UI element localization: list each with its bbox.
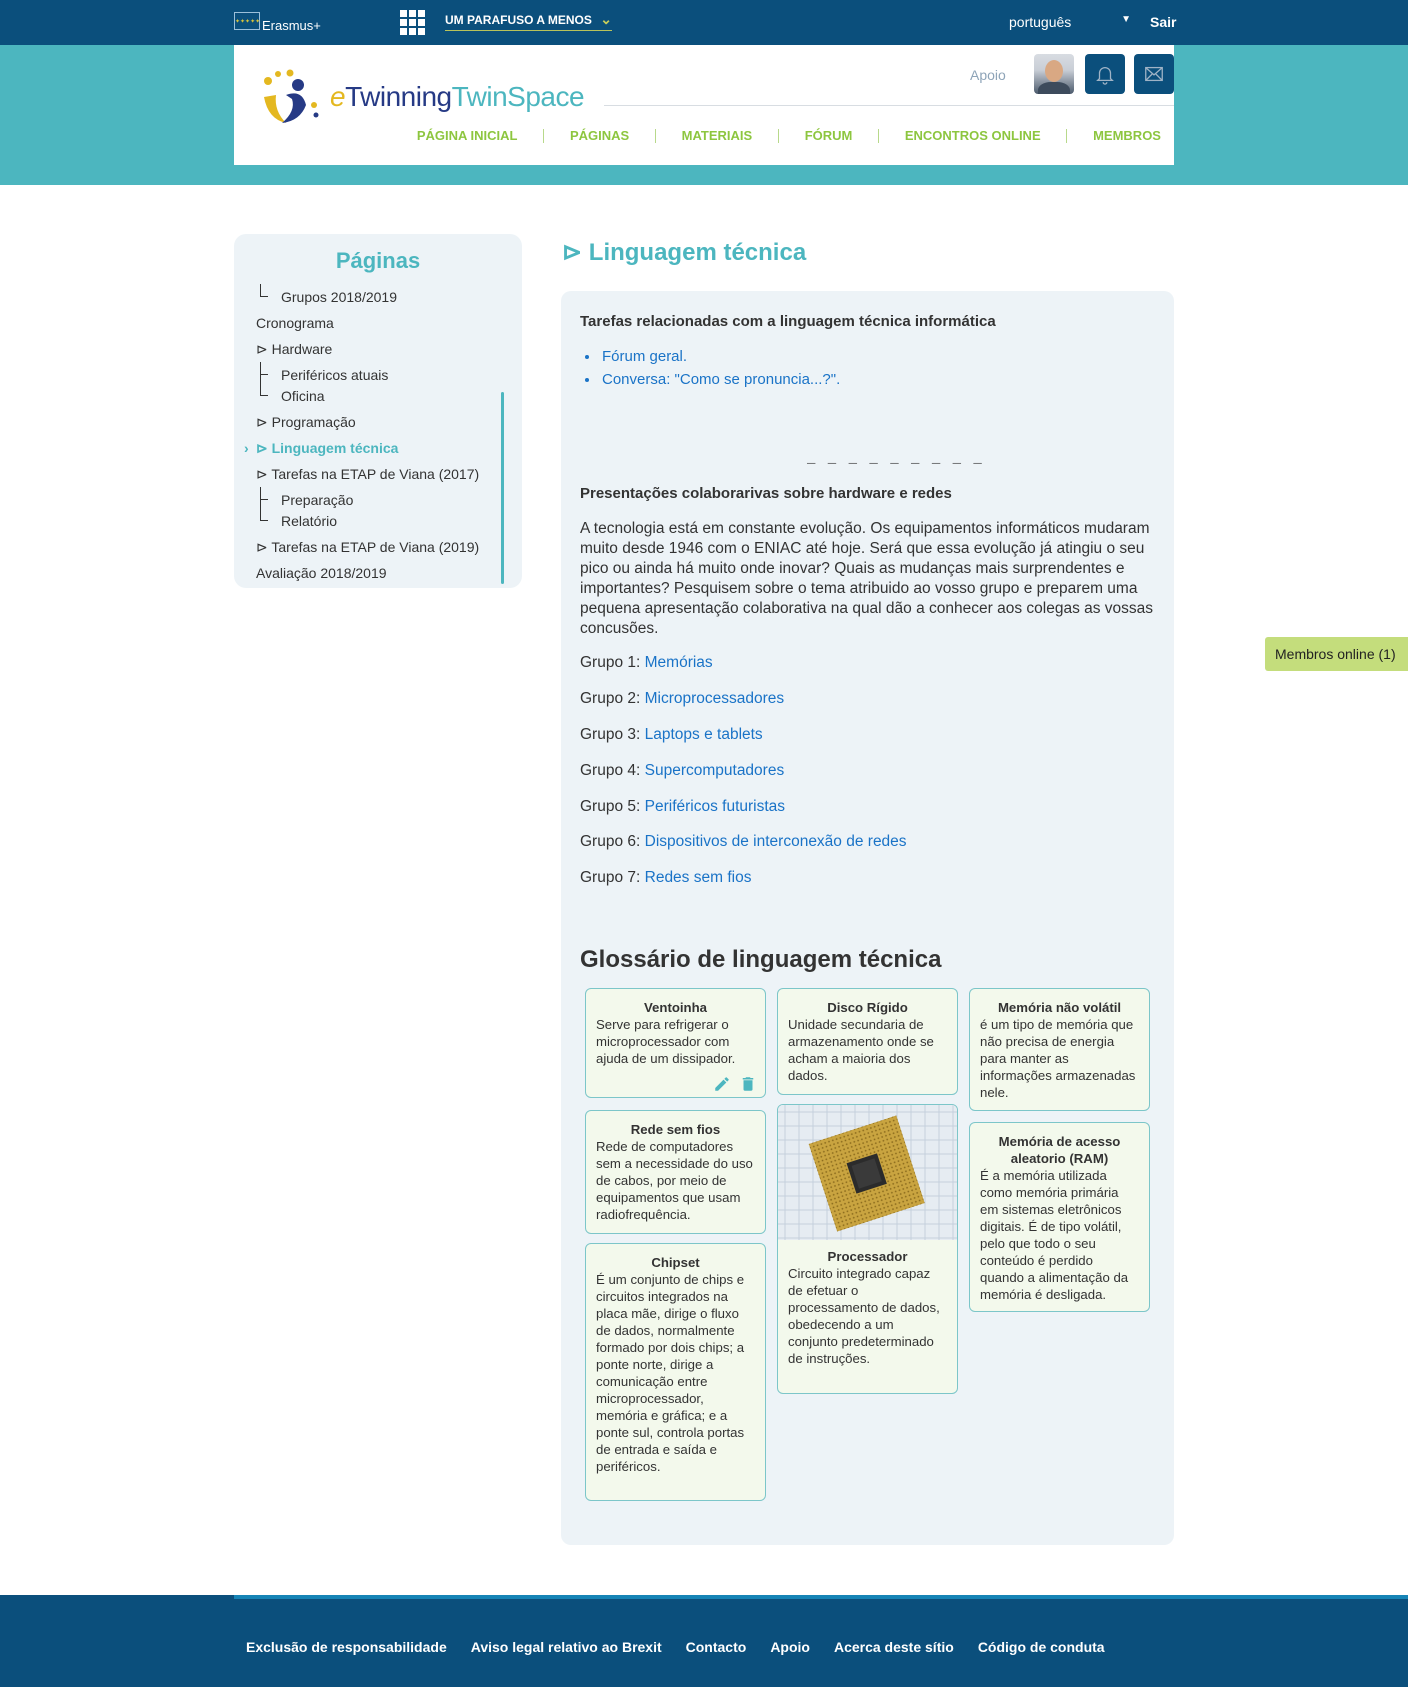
sidebar-item-hardware[interactable]: ⊳ Hardware xyxy=(256,341,333,357)
note-definition: É a memória utilizada como memória primária em sistemas eletrônicos digitais. É de tipo volátil, pelo que todo o seu conteúdo é perdido quando a alimentação da memória é desligada. xyxy=(980,1168,1129,1302)
erasmus-label: Erasmus+ xyxy=(262,18,321,33)
support-link[interactable]: Apoio xyxy=(970,67,1006,83)
footer-links xyxy=(246,1639,1129,1655)
note-definition: Rede de computadores sem a necessidade do uso de cabos, por meio de equipamentos que usam radiofrequência. xyxy=(596,1139,753,1222)
presentations-heading: Presentações colaborarivas sobre hardware e redes xyxy=(580,485,952,502)
sidebar-item-etap-2019[interactable]: ⊳ Tarefas na ETAP de Viana (2019) xyxy=(256,539,480,555)
glossary-note[interactable] xyxy=(585,1243,766,1501)
tree-connector xyxy=(260,362,268,396)
glossary-note[interactable] xyxy=(969,988,1150,1111)
sidebar-item-preparacao[interactable]: Preparação xyxy=(281,492,354,508)
footer-link-contact[interactable]: Contacto xyxy=(685,1639,747,1655)
nav-pages[interactable]: PÁGINAS xyxy=(569,128,630,143)
sidebar-item-programacao[interactable]: ⊳ Programação xyxy=(256,414,356,430)
note-definition: É um conjunto de chips e circuitos integrados na placa mãe, dirige o fluxo de dados, normalmente formado por dois chips; a ponte norte, dirige a comunicação entre microprocessador, memória e gráfica; e a ponte sul, controla portas de entrada e saída e periféricos. xyxy=(596,1272,745,1474)
footer-accent-line xyxy=(234,1595,1408,1599)
group-line: Grupo 7: Redes sem fios xyxy=(580,869,752,886)
sidebar-item-perifericos[interactable]: Periféricos atuais xyxy=(281,367,389,383)
sidebar-item-avaliacao[interactable]: Avaliação 2018/2019 xyxy=(256,565,387,581)
glossary-note[interactable] xyxy=(585,1110,766,1234)
note-term: Memória não volátil xyxy=(997,1000,1122,1015)
trash-icon[interactable] xyxy=(739,1075,757,1093)
group-link[interactable]: Memórias xyxy=(644,654,713,671)
nav-separator xyxy=(878,129,879,143)
group-line: Grupo 4: Supercomputadores xyxy=(580,762,785,779)
group-line: Grupo 3: Laptops e tablets xyxy=(580,726,763,743)
group-link[interactable]: Dispositivos de interconexão de redes xyxy=(644,833,907,850)
footer-link-disclaimer[interactable]: Exclusão de responsabilidade xyxy=(246,1639,447,1655)
pages-sidebar xyxy=(234,234,522,588)
nav-separator xyxy=(778,129,779,143)
nav-online-meetings[interactable]: ENCONTROS ONLINE xyxy=(904,128,1041,143)
etwinning-logo-text: eTwinningTwinSpace xyxy=(330,81,585,112)
intro-paragraph: A tecnologia está em constante evolução. Os equipamentos informáticos mudaram muito desde 1946 com o ENIAC até hoje. Será que essa evolução já atingiu o seu pico ou ainda há muito onde inovar? Quais as mudanças mais surprendentes e importantes? Pesquisem sobre o tema atribuido ao vosso grupo e preparem uma pequena apresentação colaborativa na qual dão a conhecer aos colegas as vossas concusões. xyxy=(580,520,1154,637)
group-link[interactable]: Supercomputadores xyxy=(644,762,785,779)
nav-materials[interactable]: MATERIAIS xyxy=(681,128,753,143)
note-definition: Serve para refrigerar o microprocessador com ajuda de um dissipador. xyxy=(596,1017,736,1066)
messages-button[interactable] xyxy=(1134,54,1174,94)
language-label: português xyxy=(1009,14,1072,30)
sidebar-item-linguagem-tecnica[interactable]: ⊳ Linguagem técnica xyxy=(256,440,399,456)
tree-connector xyxy=(260,374,268,375)
section-separator: _ _ _ _ _ _ _ _ _ xyxy=(807,451,984,467)
footer-link-about[interactable]: Acerca deste sítio xyxy=(833,1639,954,1655)
apps-grid-icon[interactable] xyxy=(400,10,425,35)
language-selector[interactable] xyxy=(1009,14,1131,30)
nav-home[interactable]: PÁGINA INICIAL xyxy=(416,128,518,143)
sidebar-title: Páginas xyxy=(335,248,421,273)
sidebar-item-cronograma[interactable]: Cronograma xyxy=(256,315,334,331)
pencil-icon[interactable] xyxy=(713,1075,731,1093)
sidebar-item-relatorio[interactable]: Relatório xyxy=(281,513,338,529)
top-bar xyxy=(0,0,1408,45)
note-term: Rede sem fios xyxy=(630,1122,721,1137)
glossary-note[interactable] xyxy=(777,988,958,1095)
group-line: Grupo 5: Periféricos futuristas xyxy=(580,798,786,815)
note-definition: é um tipo de memória que não precisa de energia para manter as informações armazenadas nele. xyxy=(980,1017,1136,1100)
tree-connector xyxy=(260,487,268,521)
tree-connector xyxy=(260,284,268,297)
page-content xyxy=(561,291,1174,1545)
nav-members[interactable]: MEMBROS xyxy=(1093,128,1161,143)
group-link[interactable]: Redes sem fios xyxy=(644,869,752,886)
envelope-icon xyxy=(1143,63,1165,85)
nav-separator xyxy=(1066,129,1067,143)
note-definition: Circuito integrado capaz de efetuar o processamento de dados, obedecendo a um conjunto predeterminado de instruções. xyxy=(788,1266,940,1366)
active-item-marker-icon: › xyxy=(244,440,249,456)
chevron-down-icon: ⌄ xyxy=(600,11,612,27)
note-term: Memória de acesso aleatorio (RAM) xyxy=(998,1134,1121,1166)
processor-image xyxy=(778,1105,957,1240)
project-selector[interactable] xyxy=(445,13,612,31)
group-line: Grupo 2: Microprocessadores xyxy=(580,690,785,707)
group-link[interactable]: Microprocessadores xyxy=(644,690,785,707)
glossary-note[interactable] xyxy=(777,1104,958,1394)
glossary-note[interactable] xyxy=(585,988,766,1098)
sidebar-scrollbar[interactable] xyxy=(501,392,504,584)
forum-link[interactable]: • Fórum geral. xyxy=(600,348,840,365)
note-term: Chipset xyxy=(651,1255,700,1270)
note-term: Ventoinha xyxy=(643,1000,707,1015)
nav-forum[interactable]: FÓRUM xyxy=(804,128,853,143)
sidebar-item-etap-2017[interactable]: ⊳ Tarefas na ETAP de Viana (2017) xyxy=(256,466,480,482)
glossary-title: Glossário de linguagem técnica xyxy=(580,946,942,973)
tasks-heading: Tarefas relacionadas com a linguagem técnica informática xyxy=(580,313,996,330)
eu-flag-icon: ✦✦✦✦✦ xyxy=(234,12,260,30)
note-term: Processador xyxy=(827,1249,908,1264)
logout-link[interactable]: Sair xyxy=(1150,14,1177,30)
nav-separator xyxy=(655,129,656,143)
sidebar-item-oficina[interactable]: Oficina xyxy=(281,388,325,404)
bell-icon xyxy=(1094,63,1116,85)
sidebar-item-grupos[interactable]: Grupos 2018/2019 xyxy=(281,289,397,305)
project-name-label: UM PARAFUSO A MENOS xyxy=(445,13,592,27)
members-online-button[interactable]: Membros online (1) xyxy=(1265,637,1408,671)
header xyxy=(234,45,1174,165)
user-avatar[interactable] xyxy=(1034,54,1074,94)
footer-link-support[interactable]: Apoio xyxy=(770,1639,810,1655)
footer-link-code-of-conduct[interactable]: Código de conduta xyxy=(977,1639,1105,1655)
conversation-link[interactable]: • Conversa: "Como se pronuncia...?". xyxy=(600,371,840,388)
notifications-button[interactable] xyxy=(1085,54,1125,94)
footer xyxy=(0,1595,1408,1687)
main-nav xyxy=(404,128,1174,143)
caret-down-icon: ▼ xyxy=(1121,14,1131,25)
group-line: Grupo 6: Dispositivos de interconexão de redes xyxy=(580,833,907,850)
footer-link-brexit[interactable]: Aviso legal relativo ao Brexit xyxy=(470,1639,662,1655)
glossary-note[interactable] xyxy=(969,1122,1150,1312)
note-term: Disco Rígido xyxy=(827,1000,908,1015)
etwinning-logo-icon xyxy=(256,67,326,127)
note-definition: Unidade secundaria de armazenamento onde se acham a maioria dos dados. xyxy=(788,1017,934,1083)
tree-connector xyxy=(260,499,268,500)
header-divider xyxy=(604,105,1174,106)
page-title: ⊳ Linguagem técnica xyxy=(562,239,807,266)
nav-separator xyxy=(543,129,544,143)
group-link[interactable]: Periféricos futuristas xyxy=(644,798,786,815)
group-link[interactable]: Laptops e tablets xyxy=(644,726,763,743)
note-tools xyxy=(713,1075,757,1093)
group-line: Grupo 1: Memórias xyxy=(580,654,713,671)
task-links-list xyxy=(600,348,840,394)
